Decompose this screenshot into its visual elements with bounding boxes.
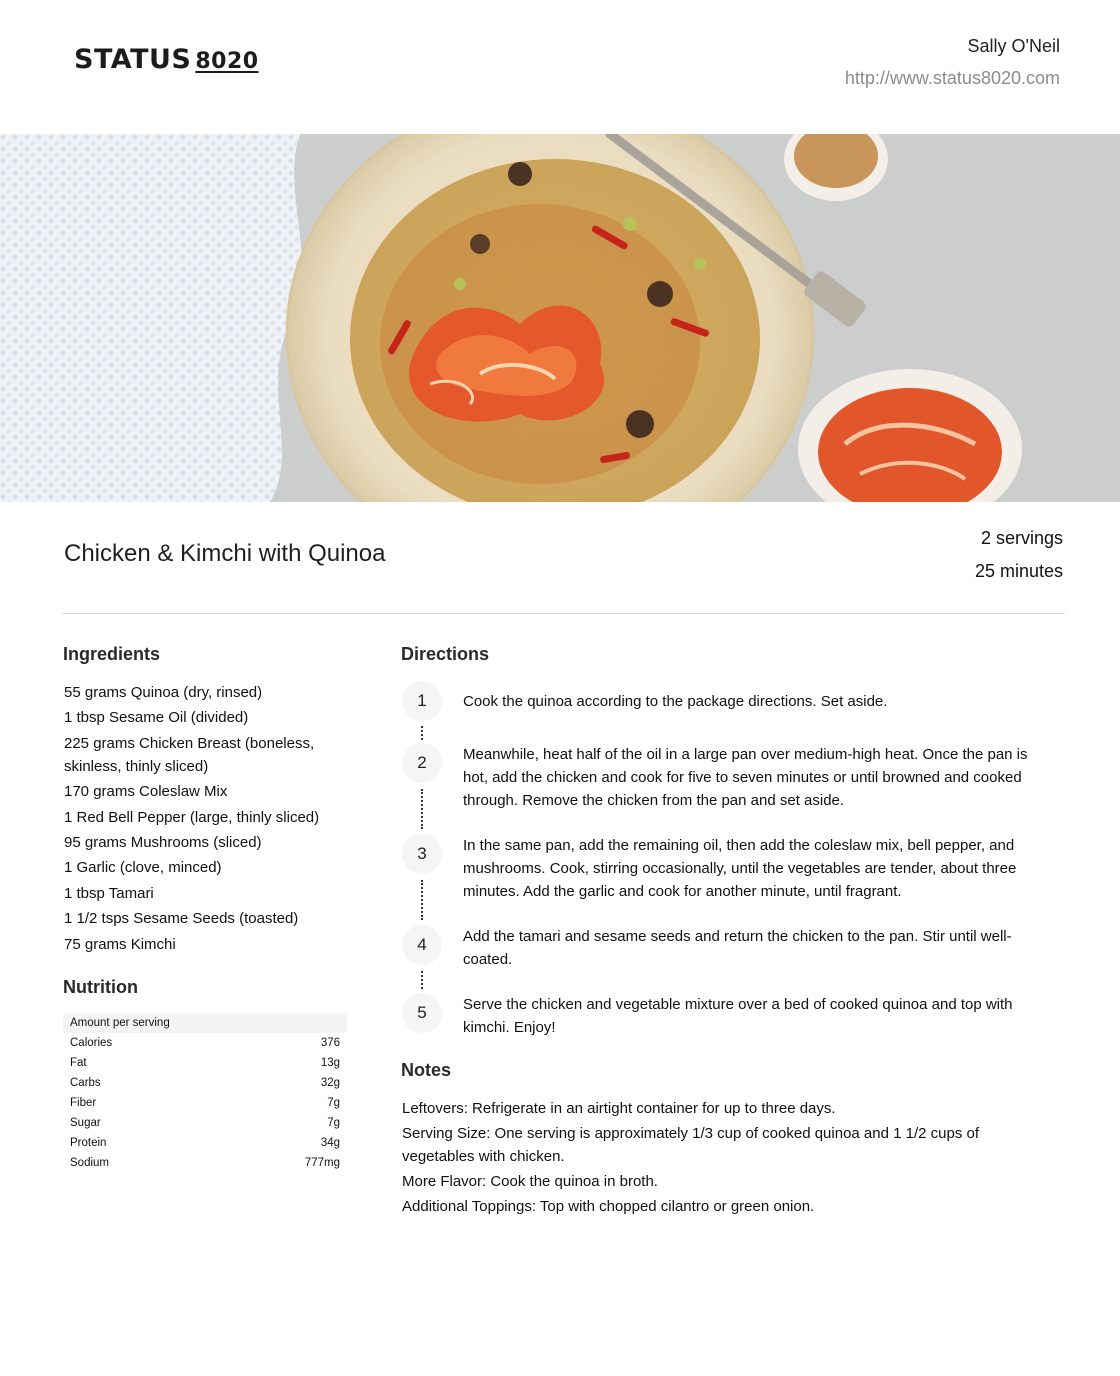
- nutrition-label: Fiber: [70, 1097, 97, 1109]
- step-number: 4: [402, 925, 442, 965]
- step-number: 2: [402, 743, 442, 783]
- note-item: Leftovers: Refrigerate in an airtight container for up to three days.: [402, 1100, 836, 1117]
- ingredient-item: 1 1/2 tsps Sesame Seeds (toasted): [64, 910, 299, 928]
- step-connector: [421, 789, 423, 829]
- nutrition-row: [63, 1053, 347, 1073]
- ingredient-item: 55 grams Quinoa (dry, rinsed): [64, 684, 263, 701]
- ingredients-list: [64, 681, 354, 958]
- ingredient-item: 170 grams Coleslaw Mix: [64, 783, 228, 801]
- nutrition-row: [63, 1133, 347, 1153]
- ingredient-item: 75 grams Kimchi: [64, 935, 176, 953]
- nutrition-label: Sugar: [70, 1117, 101, 1129]
- ingredient-item: 1 Red Bell Pepper (large, thinly sliced): [64, 808, 320, 826]
- step-number: 3: [402, 834, 442, 874]
- step-connector: [421, 880, 423, 920]
- step-text: Add the tamari and sesame seeds and return the chicken to the pan. Stir until well-coated.: [463, 928, 1012, 968]
- nutrition-value: 376: [320, 1037, 340, 1049]
- status8020-logo[interactable]: [74, 44, 259, 75]
- nutrition-row: [63, 1113, 347, 1133]
- nutrition-label: Fat: [70, 1057, 87, 1069]
- step-number: 1: [402, 681, 442, 721]
- note-item: Additional Toppings: Top with chopped cilantro or green onion.: [402, 1198, 815, 1215]
- note-item: Serving Size: One serving is approximately 1/3 cup of cooked quinoa and 1 1/2 cups of vegetables with chicken.: [402, 1125, 980, 1165]
- nutrition-heading: Nutrition: [63, 977, 138, 997]
- nutrition-value: 7g: [327, 1097, 340, 1109]
- ingredients-heading: Ingredients: [63, 644, 161, 664]
- website-link[interactable]: http://www.status8020.com: [844, 68, 1060, 88]
- ingredient-item: 1 tbsp Sesame Oil (divided): [64, 709, 249, 727]
- step-text: Cook the quinoa according to the package directions. Set aside.: [463, 693, 888, 710]
- step-connector: [421, 971, 423, 989]
- ingredient-item: 1 tbsp Tamari: [64, 884, 154, 902]
- cook-time: 25 minutes: [974, 561, 1063, 581]
- nutrition-row: [63, 1073, 347, 1093]
- note-item: More Flavor: Cook the quinoa in broth.: [402, 1173, 658, 1190]
- nutrition-table-header: Amount per serving: [63, 1013, 347, 1033]
- nutrition-value: 7g: [327, 1117, 340, 1129]
- nutrition-row: [63, 1093, 347, 1113]
- nutrition-value: 13g: [320, 1057, 340, 1069]
- logo-word: STATUS: [74, 44, 192, 75]
- author-name: Sally O'Neil: [967, 36, 1060, 56]
- nutrition-label: Sodium: [70, 1157, 109, 1169]
- nutrition-row: [63, 1033, 347, 1053]
- notes-heading: Notes: [401, 1060, 452, 1080]
- step-text: Meanwhile, heat half of the oil in a large pan over medium-high heat. Once the pan is hot, add the chicken and cook for five to seven minutes or until browned and cooked through. Remove the chicken from the pan and set aside.: [463, 746, 1028, 809]
- nutrition-value: 34g: [320, 1137, 340, 1149]
- nutrition-value: 32g: [320, 1077, 340, 1089]
- recipe-photo-illustration: [0, 134, 1120, 502]
- logo-number: 8020: [195, 49, 259, 74]
- recipe-title: Chicken & Kimchi with Quinoa: [64, 540, 386, 567]
- step-text: Serve the chicken and vegetable mixture over a bed of cooked quinoa and top with kimchi. Enjoy!: [463, 996, 1013, 1036]
- ingredient-item: 1 Garlic (clove, minced): [64, 859, 222, 877]
- nutrition-value: 777mg: [304, 1157, 340, 1169]
- nutrition-table: [63, 1013, 347, 1173]
- step-text: In the same pan, add the remaining oil, then add the coleslaw mix, bell pepper, and mushrooms. Cook, stirring occasionally, until the vegetables are tender, about three minutes. Add the garlic and cook for another minute, until fragrant.: [463, 837, 1017, 900]
- nutrition-label: Protein: [70, 1137, 107, 1149]
- ingredient-item: 95 grams Mushrooms (sliced): [64, 833, 262, 851]
- directions-heading: Directions: [401, 644, 490, 664]
- nutrition-label: Carbs: [70, 1077, 101, 1089]
- nutrition-row: [63, 1153, 347, 1173]
- step-connector: [421, 726, 423, 740]
- step-number: 5: [402, 993, 442, 1033]
- recipe-photo: [0, 134, 1120, 502]
- page-header: [0, 0, 1120, 134]
- title-divider: [62, 613, 1065, 614]
- servings-count: 2 servings: [980, 528, 1063, 548]
- nutrition-label: Calories: [70, 1037, 113, 1049]
- notes-list: [402, 1097, 1042, 1220]
- ingredient-item: 225 grams Chicken Breast (boneless, skinless, thinly sliced): [64, 734, 315, 775]
